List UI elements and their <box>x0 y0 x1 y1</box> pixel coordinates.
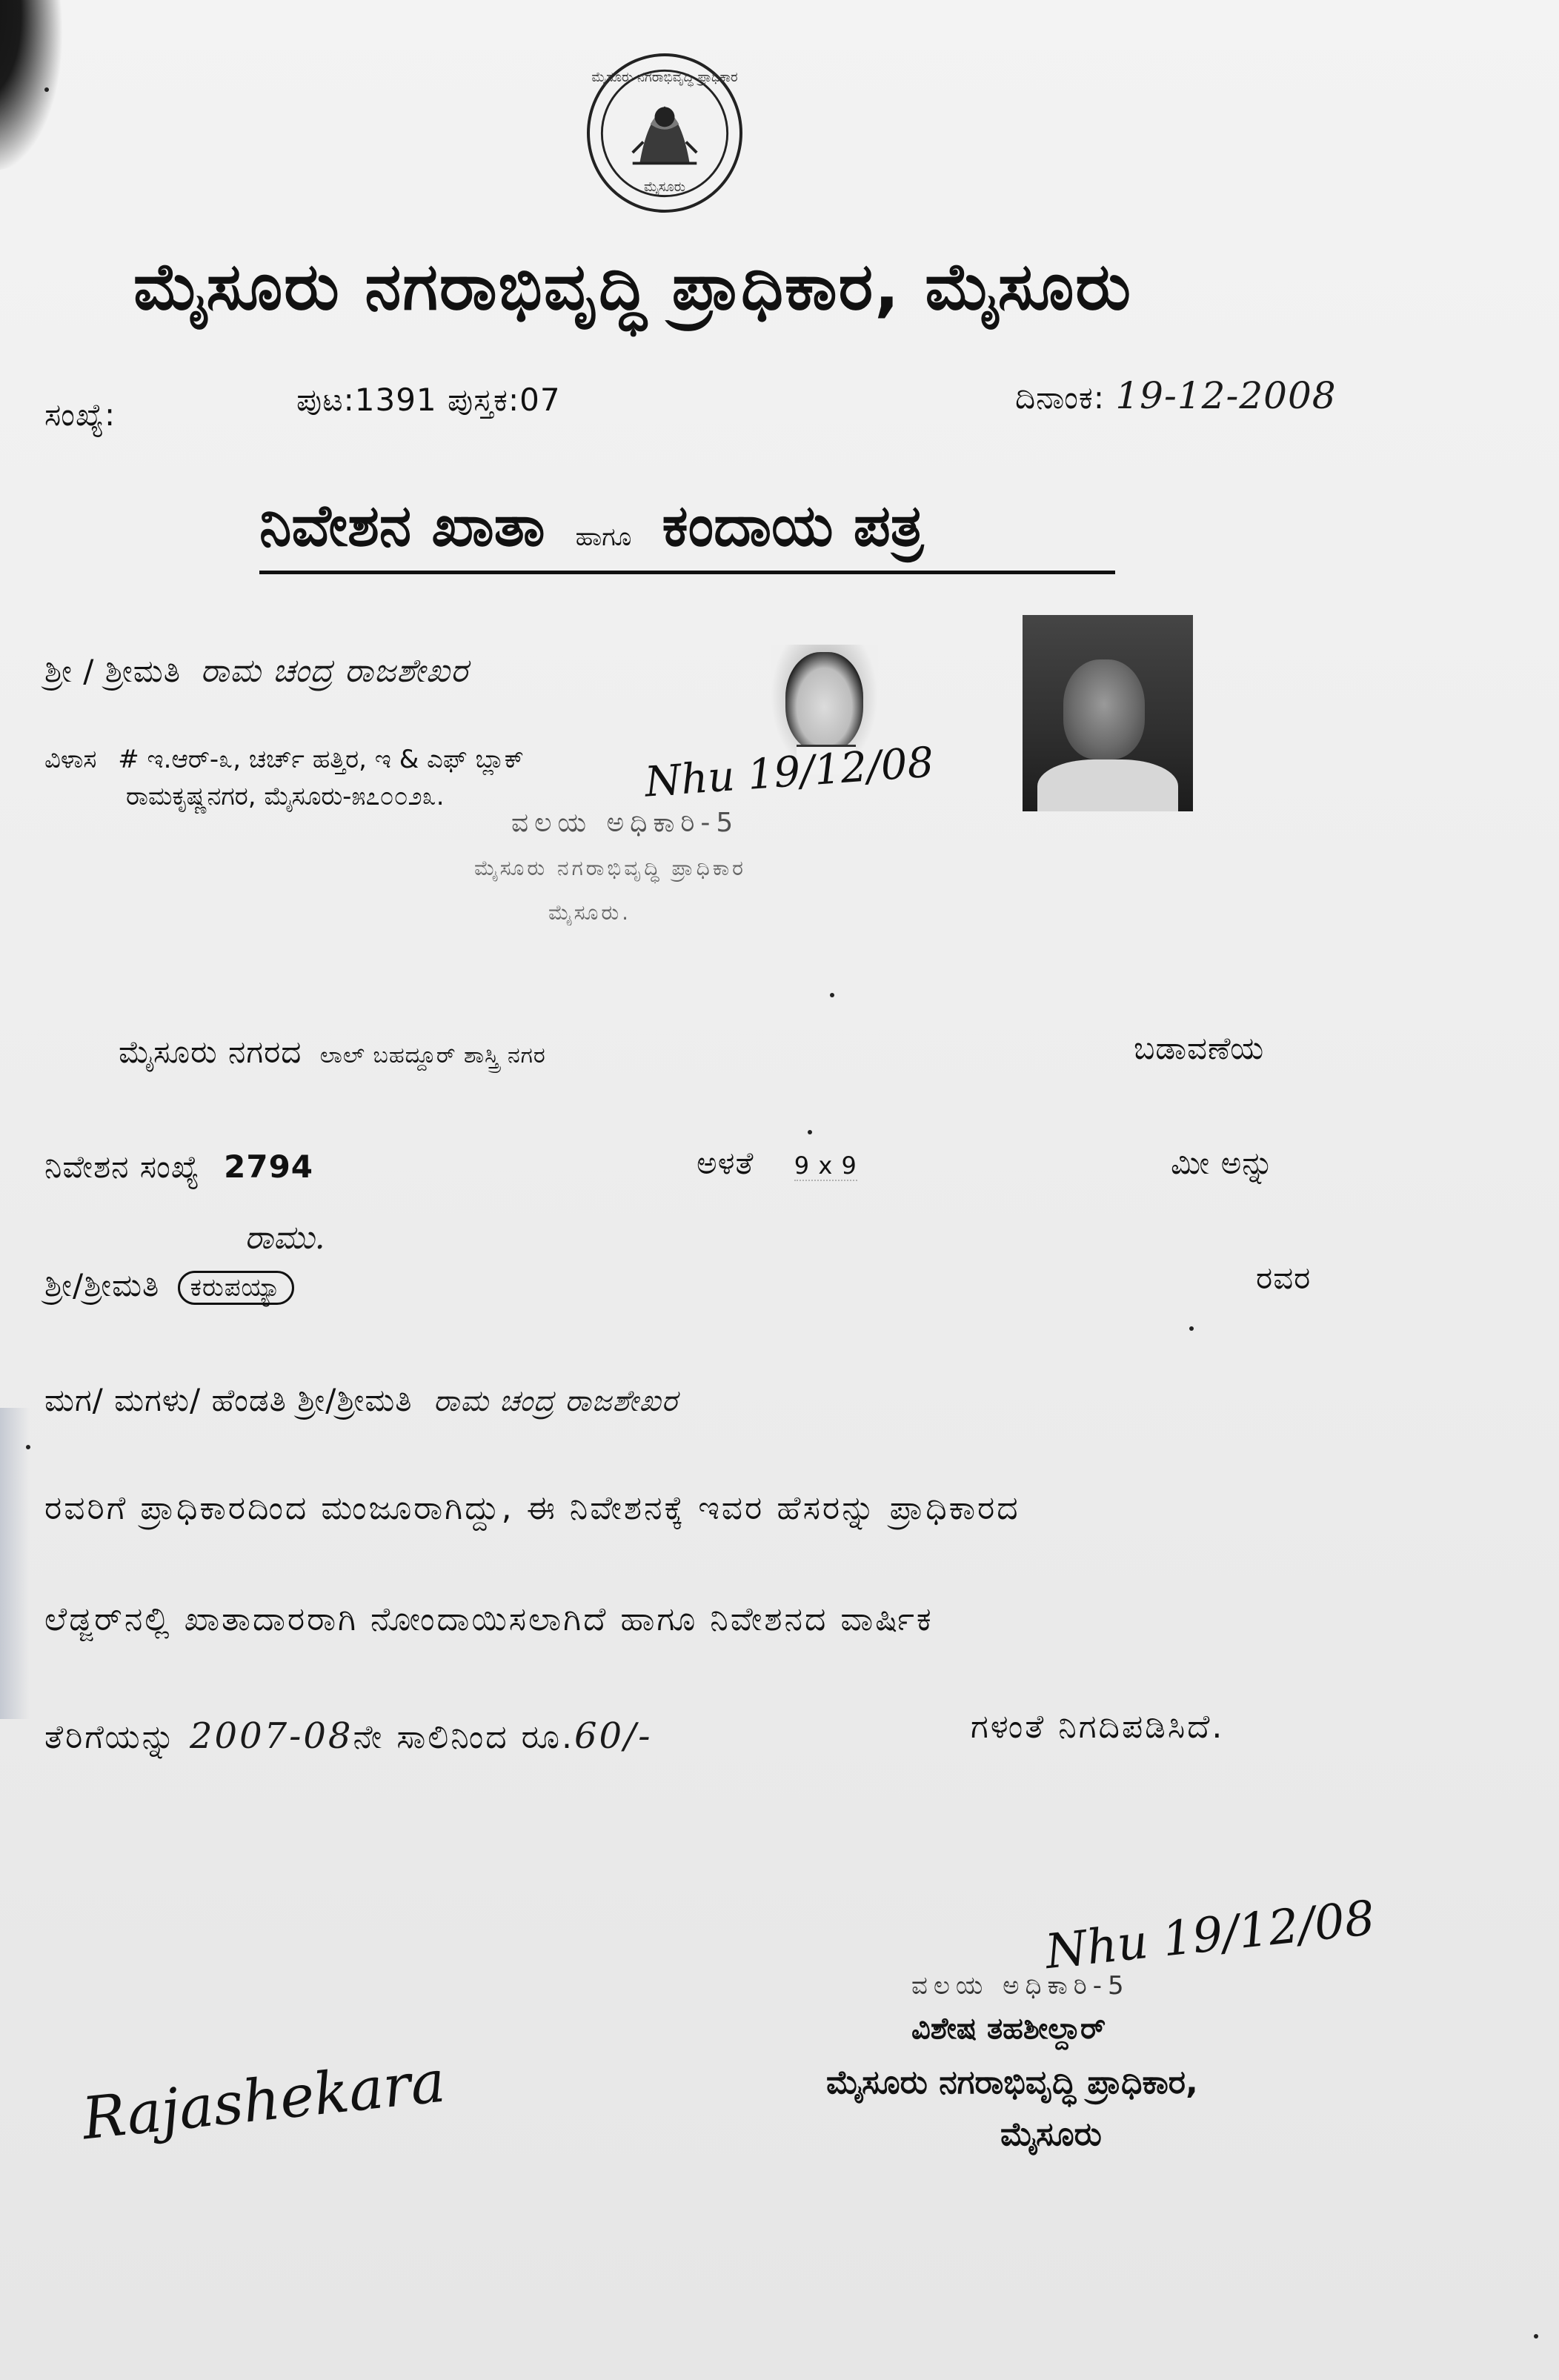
title-underline <box>259 571 1115 574</box>
scan-speck <box>26 1445 30 1449</box>
officer-initials: Nhu 19/12/08 <box>1043 1890 1377 1981</box>
holder-label: ಶ್ರೀ / ಶ್ರೀಮತಿ <box>44 653 181 689</box>
scan-speck <box>808 1130 812 1134</box>
number-label: ಸಂಖ್ಯೆ: <box>44 396 116 433</box>
officer-line-1: ವಲಯ ಅಧಿಕಾರಿ-5 <box>911 1971 1130 2001</box>
emblem-top-text: ಮೈಸೂರು ನಗರಾಭಿವೃದ್ಧಿ ಪ್ರಾಧಿಕಾರ <box>591 70 738 85</box>
tax-year: 2007-08 <box>190 1715 353 1757</box>
father-suffix: ರವರ <box>1256 1260 1312 1296</box>
relation-name: ರಾಮ ಚಂದ್ರ ರಾಜಶೇಖರ <box>433 1384 678 1418</box>
authority-emblem-icon <box>587 53 742 213</box>
layout-name: ಲಾಲ್ ಬಹದ್ದೂರ್ ಶಾಸ್ತ್ರಿ ನಗರ <box>319 1043 546 1068</box>
tax-prefix: ತೆರಿಗೆಯನ್ನು <box>44 1718 177 1756</box>
authority-title: ಮೈಸೂರು ನಗರಾಭಿವೃದ್ಧಿ ಪ್ರಾಧಿಕಾರ, ಮೈಸೂರು <box>133 248 1132 325</box>
address-line-2: ರಾಮಕೃಷ್ಣನಗರ, ಮೈಸೂರು-೫೭೦೦೨೩. <box>126 782 445 811</box>
stamp-line-1: ವಲಯ ಅಧಿಕಾರಿ-5 <box>511 808 739 838</box>
photo-head <box>785 652 863 752</box>
relation-label: ಮಗ/ ಮಗಳು/ ಹೆಂಡತಿ ಶ್ರೀ/ಶ್ರೀಮತಿ <box>44 1382 413 1418</box>
size-label: ಅಳತೆ <box>697 1145 754 1181</box>
stamp-line-2: ಮೈಸೂರು ನಗರಾಭಿವೃದ್ಧಿ ಪ್ರಾಧಿಕಾರ <box>474 856 746 880</box>
scan-speck <box>1189 1326 1194 1331</box>
city-label: ಮೈಸೂರು ನಗರದ <box>119 1034 302 1070</box>
officer-line-4: ಮೈಸೂರು <box>1000 2115 1102 2153</box>
scan-edge-shadow <box>0 0 93 172</box>
certificate-title <box>259 493 923 560</box>
officer-line-2: ವಿಶೇಷ ತಹಶೀಲ್ದಾರ್ <box>911 2012 1106 2046</box>
size-value: 9 x 9 <box>794 1151 857 1180</box>
photo-face <box>1063 659 1145 759</box>
layout-suffix: ಬಡಾವಣೆಯ <box>1134 1030 1265 1066</box>
emblem-bottom-text: ಮೈಸೂರು <box>644 179 685 195</box>
paragraph-line-1: ರವರಿಗೆ ಪ್ರಾಧಿಕಾರದಿಂದ ಮಂಜೂರಾಗಿದ್ದು, ಈ ನಿವೇಶನಕ್ಕೆ ಇವರ ಹೆಸರನ್ನು ಪ್ರಾಧಿಕಾರದ <box>44 1489 1020 1527</box>
size-suffix: ಮೀ ಅನ್ನು <box>1171 1145 1274 1181</box>
holder-photo-large <box>1023 615 1193 811</box>
scan-smudge <box>0 1408 30 1719</box>
address-line-1: # ಇ.ಆರ್-೩, ಚರ್ಚ್ ಹತ್ತಿರ, ಇ & ಎಫ್ ಬ್ಲಾಕ್ <box>118 745 525 774</box>
handwritten-note: ರಾಮು. <box>245 1219 325 1257</box>
scan-speck <box>830 993 834 997</box>
certificate-title-left: ನಿವೇಶನ ಖಾತಾ <box>259 493 545 559</box>
stamp-line-3: ಮೈಸೂರು. <box>548 900 632 925</box>
tax-amount: 60/- <box>574 1715 653 1757</box>
scan-speck <box>44 87 49 92</box>
plot-number: 2794 <box>224 1149 314 1185</box>
photo-shirt <box>1037 759 1178 811</box>
holder-name: ರಾಮ ಚಂದ್ರ ರಾಜಶೇಖರ <box>200 652 469 690</box>
holder-signature: Rajashekara <box>79 2048 449 2153</box>
scan-speck <box>1534 2334 1538 2339</box>
plot-label: ನಿವೇಶನ ಸಂಖ್ಯೆ <box>44 1149 200 1185</box>
page-book-reference: ಪುಟ:1391 ಪುಸ್ತಕ:07 <box>296 382 561 418</box>
tax-middle: ನೇ ಸಾಲಿನಿಂದ ರೂ. <box>353 1718 574 1756</box>
date-label: ದಿನಾಂಕ: <box>1015 379 1105 416</box>
certificate-title-right: ಕಂದಾಯ ಪತ್ರ <box>662 493 924 559</box>
date-value: 19-12-2008 <box>1115 374 1337 417</box>
father-label: ಶ್ರೀ/ಶ್ರೀಮತಿ <box>44 1267 160 1303</box>
officer-line-3: ಮೈಸೂರು ನಗರಾಭಿವೃದ್ಧಿ ಪ್ರಾಧಿಕಾರ, <box>826 2064 1198 2101</box>
paragraph-line-2: ಲೆಡ್ಜರ್‌ನಲ್ಲಿ ಖಾತಾದಾರರಾಗಿ ನೋಂದಾಯಿಸಲಾಗಿದೆ ಹಾಗೂ ನಿವೇಶನದ ವಾರ್ಷಿಕ <box>44 1600 934 1638</box>
father-name: ಕರುಪಯ್ಯಾ <box>178 1271 294 1305</box>
address-label: ವಿಳಾಸ <box>44 745 97 774</box>
stamp-initials: Nhu 19/12/08 <box>643 738 936 807</box>
tax-suffix: ಗಳಂತೆ ನಿಗದಿಪಡಿಸಿದೆ. <box>971 1708 1225 1746</box>
certificate-title-and: ಹಾಗೂ <box>575 522 632 552</box>
